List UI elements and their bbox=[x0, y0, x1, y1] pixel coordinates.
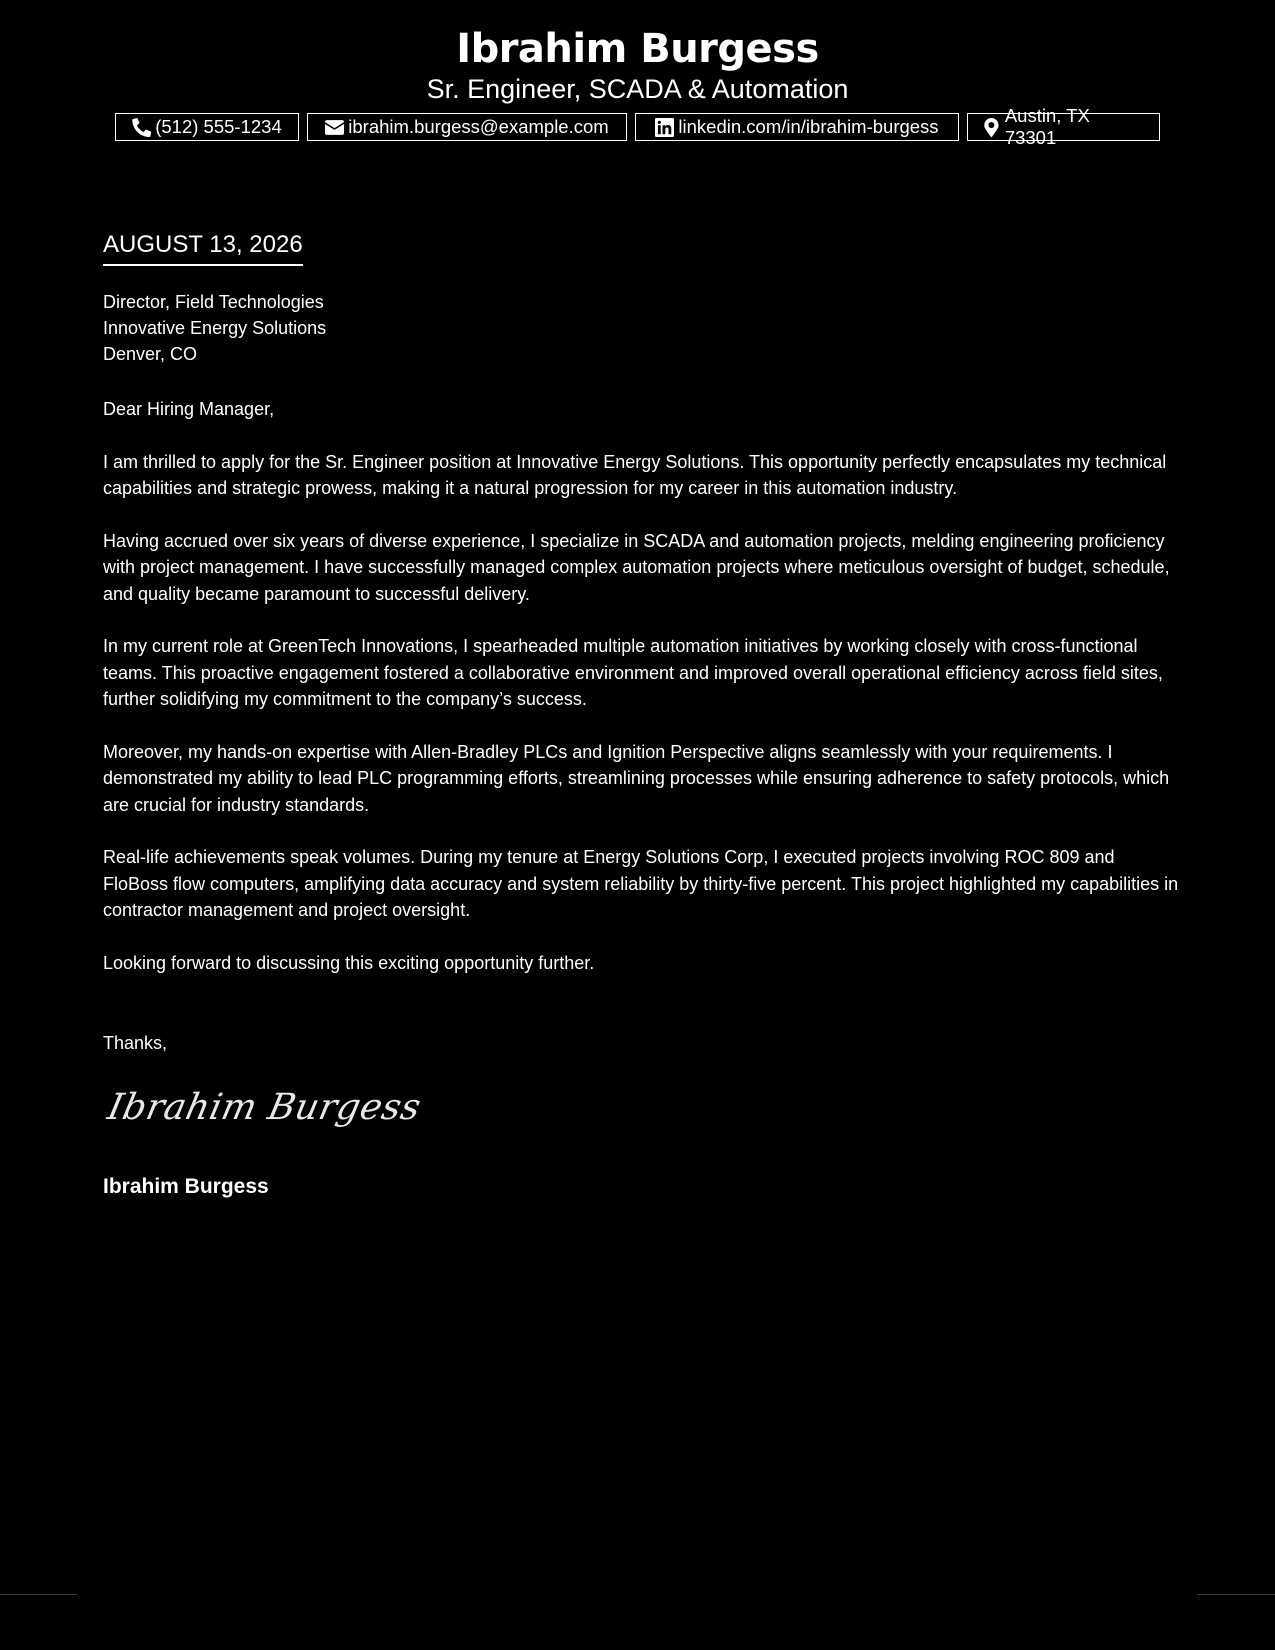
contact-linkedin[interactable] bbox=[635, 113, 959, 141]
paragraph-current-role: In my current role at GreenTech Innovations, I spearheaded multiple automation initiatives by working closely with cross-functional teams. This proactive engagement fostered a collaborative environment and improved overall operational efficiency across field sites, further solidifying my commitment to the company’s success. bbox=[103, 636, 1163, 709]
applicant-name: Ibrahim Burgess bbox=[456, 26, 819, 72]
envelope-icon bbox=[325, 118, 344, 137]
footer-divider-right bbox=[1197, 1594, 1275, 1595]
letter-body bbox=[103, 396, 1183, 1002]
footer-divider-left bbox=[0, 1594, 77, 1595]
contact-phone[interactable] bbox=[115, 113, 299, 141]
email-text: ibrahim.burgess@example.com bbox=[348, 116, 609, 137]
applicant-title: Sr. Engineer, SCADA & Automation bbox=[426, 74, 849, 104]
greeting: Dear Hiring Manager, bbox=[103, 399, 275, 419]
recipient-company: Innovative Energy Solutions bbox=[103, 318, 327, 338]
closing-salutation: Thanks, bbox=[103, 1033, 168, 1053]
map-marker-icon bbox=[982, 118, 1001, 137]
paragraph-expertise: Moreover, my hands-on expertise with Allen-Bradley PLCs and Ignition Perspective aligns seamlessly with your requirements. I demonstrated my ability to lead PLC programming efforts, streamlining processes while ensuring adherence to safety protocols, which are crucial for industry standards. bbox=[103, 741, 1170, 815]
recipient-title: Director, Field Technologies bbox=[103, 292, 324, 312]
contact-email[interactable] bbox=[307, 113, 627, 141]
signer-name: Ibrahim Burgess bbox=[103, 1175, 269, 1198]
handwritten-signature: Ibrahim Burgess bbox=[104, 1087, 425, 1128]
paragraph-achievements: Real-life achievements speak volumes. During my tenure at Energy Solutions Corp, I executed projects involving ROC 809 and FloBoss flow computers, amplifying data accuracy and system reliability by thirty-five percent. This project highlighted my capabilities in contractor management and project oversight. bbox=[103, 847, 1179, 920]
contact-bar bbox=[0, 105, 1275, 148]
paragraph-closing: Looking forward to discussing this exciting opportunity further. bbox=[103, 952, 595, 973]
letter-date: AUGUST 13, 2026 bbox=[103, 230, 303, 266]
contact-location[interactable] bbox=[967, 105, 1160, 148]
linkedin-text: linkedin.com/in/ibrahim-burgess bbox=[678, 116, 939, 137]
letter-header bbox=[0, 22, 1275, 104]
paragraph-experience: Having accrued over six years of diverse experience, I specialize in SCADA and automation projects, melding engineering proficiency with project management. I have successfully managed complex automation projects where meticulous oversight of budget, schedule, and quality became paramount to successful delivery. bbox=[103, 530, 1170, 604]
linkedin-icon bbox=[655, 118, 674, 137]
recipient-location: Denver, CO bbox=[103, 344, 198, 364]
phone-text: (512) 555-1234 bbox=[155, 116, 282, 137]
paragraph-intro: I am thrilled to apply for the Sr. Engineer position at Innovative Energy Solutions. This opportunity perfectly encapsulates my technical capabilities and strategic prowess, making it a natural progression for my career in this automation industry. bbox=[103, 451, 1167, 498]
recipient-block bbox=[103, 289, 326, 367]
location-text: Austin, TX 73301 bbox=[1004, 105, 1090, 148]
phone-icon bbox=[132, 118, 151, 137]
